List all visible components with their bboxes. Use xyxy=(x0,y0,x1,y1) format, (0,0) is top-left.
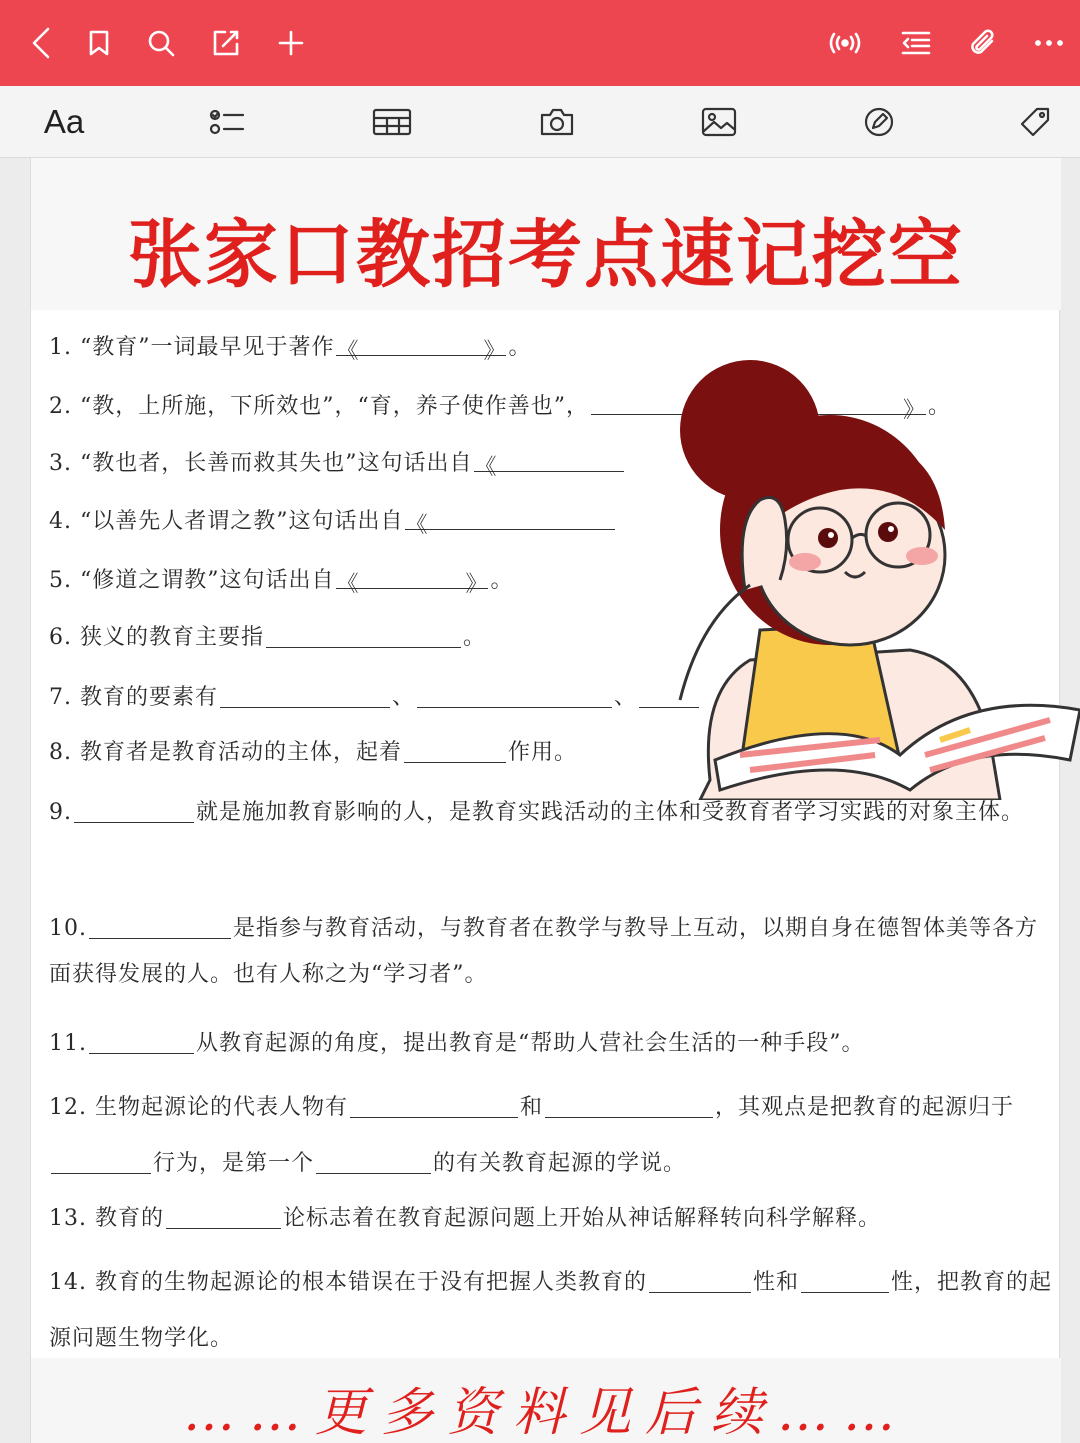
blank xyxy=(474,446,624,480)
attachment-icon[interactable] xyxy=(962,22,1004,64)
top-bar xyxy=(0,0,1080,86)
footer-text: ……更多资料见后续…… xyxy=(182,1383,909,1443)
blank xyxy=(89,1028,194,1054)
text-format-button[interactable] xyxy=(40,100,88,144)
book-mark-open: 《 xyxy=(336,572,360,597)
question-13 xyxy=(49,1197,881,1241)
book-mark-open: 《 xyxy=(474,455,498,480)
blank xyxy=(350,1092,518,1118)
question-end: 。 xyxy=(927,394,951,419)
pen-icon[interactable] xyxy=(857,100,901,144)
question-text: 从教育起源的角度，提出教育是“帮助人营社会生活的一种手段”。 xyxy=(196,1031,865,1056)
book-mark-close: 》 xyxy=(465,572,489,597)
question-10 xyxy=(49,906,1054,998)
question-text-mid: ，其观点是把教育的起源归于 xyxy=(715,1095,1015,1120)
question-end: 。 xyxy=(490,568,514,593)
question-11 xyxy=(49,1022,865,1066)
question-number: 11. xyxy=(49,1031,87,1056)
question-text: 3. “教也者，长善而救其失也”这句话出自 xyxy=(49,451,473,476)
question-6 xyxy=(49,616,486,660)
blank xyxy=(336,330,507,364)
question-14 xyxy=(49,1255,1054,1367)
title-banner xyxy=(31,158,1061,310)
edit-icon[interactable] xyxy=(205,22,247,64)
question-text-mid: 性和 xyxy=(752,1270,799,1295)
question-text: 7. 教育的要素有 xyxy=(49,685,218,710)
question-text: 6. 狭义的教育主要指 xyxy=(49,625,264,650)
question-3 xyxy=(49,442,626,486)
blank xyxy=(316,1148,431,1174)
blank xyxy=(336,563,489,597)
question-number: 10. xyxy=(49,916,87,941)
text-format-label: Aa xyxy=(43,103,85,140)
question-1 xyxy=(49,326,532,370)
book-mark-open: 《 xyxy=(405,513,429,538)
question-text: 5. “修道之谓教”这句话出自 xyxy=(49,568,335,593)
question-text-end: 的有关教育起源的学说。 xyxy=(433,1151,687,1176)
question-12 xyxy=(49,1080,1054,1192)
question-text: 是指参与教育活动，与教育者在教学与教导上互动，以期自身在德智体美等各方面获得发展的人。也有人称之为“学习者”。 xyxy=(49,916,1039,987)
question-text-end: 性，把教育的起源问题生物学化。 xyxy=(49,1270,1053,1351)
question-text: 4. “以善先人者谓之教”这句话出自 xyxy=(49,509,404,534)
book-mark-close: 》 xyxy=(483,339,507,364)
separator: 、 xyxy=(391,685,415,710)
blank xyxy=(649,1267,751,1293)
question-text-end: 作用。 xyxy=(508,740,578,765)
tag-icon[interactable] xyxy=(1013,100,1057,144)
page-title: 张家口教招考点速记挖空 xyxy=(128,212,964,298)
search-icon[interactable] xyxy=(140,22,182,64)
format-toolbar xyxy=(0,86,1080,158)
question-text: 就是施加教育影响的人，是教育实践活动的主体和受教育者学习实践的对象主体。 xyxy=(196,800,1025,825)
bookmark-icon[interactable] xyxy=(78,22,120,64)
outline-icon[interactable] xyxy=(895,22,937,64)
question-text: 14. 教育的生物起源论的根本错误在于没有把握人类教育的 xyxy=(49,1270,647,1295)
question-7 xyxy=(49,676,701,720)
question-text: 13. 教育的 xyxy=(49,1206,164,1231)
separator: 、 xyxy=(614,685,638,710)
question-4 xyxy=(49,500,617,544)
blank xyxy=(51,1148,151,1174)
checklist-icon[interactable] xyxy=(205,100,249,144)
back-icon[interactable] xyxy=(20,22,62,64)
more-icon[interactable] xyxy=(1028,22,1070,64)
question-end: 。 xyxy=(508,335,532,360)
blank xyxy=(89,913,231,939)
question-8 xyxy=(49,731,577,775)
broadcast-icon[interactable] xyxy=(824,22,866,64)
question-end: 。 xyxy=(462,625,486,650)
question-text-end: 论标志着在教育起源问题上开始从神话解释转向科学解释。 xyxy=(282,1206,881,1231)
book-mark-close: 》 xyxy=(902,398,926,423)
image-icon[interactable] xyxy=(697,100,741,144)
table-icon[interactable] xyxy=(370,100,414,144)
question-text: 12. 生物起源论的代表人物有 xyxy=(49,1095,348,1120)
question-text-mid2: 行为，是第一个 xyxy=(153,1151,315,1176)
blank xyxy=(545,1092,713,1118)
blank xyxy=(404,737,506,763)
blank xyxy=(417,682,612,708)
blank xyxy=(166,1203,281,1229)
footer-banner xyxy=(31,1358,1061,1443)
question-number: 9. xyxy=(49,800,72,825)
blank xyxy=(801,1267,889,1293)
blank xyxy=(74,797,194,823)
book-mark-open: 《 xyxy=(336,339,360,364)
camera-icon[interactable] xyxy=(535,100,579,144)
blank xyxy=(405,504,615,538)
question-text-and: 和 xyxy=(519,1095,543,1120)
add-icon[interactable] xyxy=(270,22,312,64)
note-page[interactable] xyxy=(30,158,1060,1443)
blank xyxy=(220,682,390,708)
question-text: 2. “教，上所施，下所效也”，“育，养子使作善也”， xyxy=(49,394,589,419)
question-text: 8. 教育者是教育活动的主体，起着 xyxy=(49,740,402,765)
girl-reading-illustration xyxy=(640,360,1080,800)
blank xyxy=(266,622,461,648)
question-5 xyxy=(49,559,514,603)
question-text: 1. “教育”一词最早见于著作 xyxy=(49,335,335,360)
